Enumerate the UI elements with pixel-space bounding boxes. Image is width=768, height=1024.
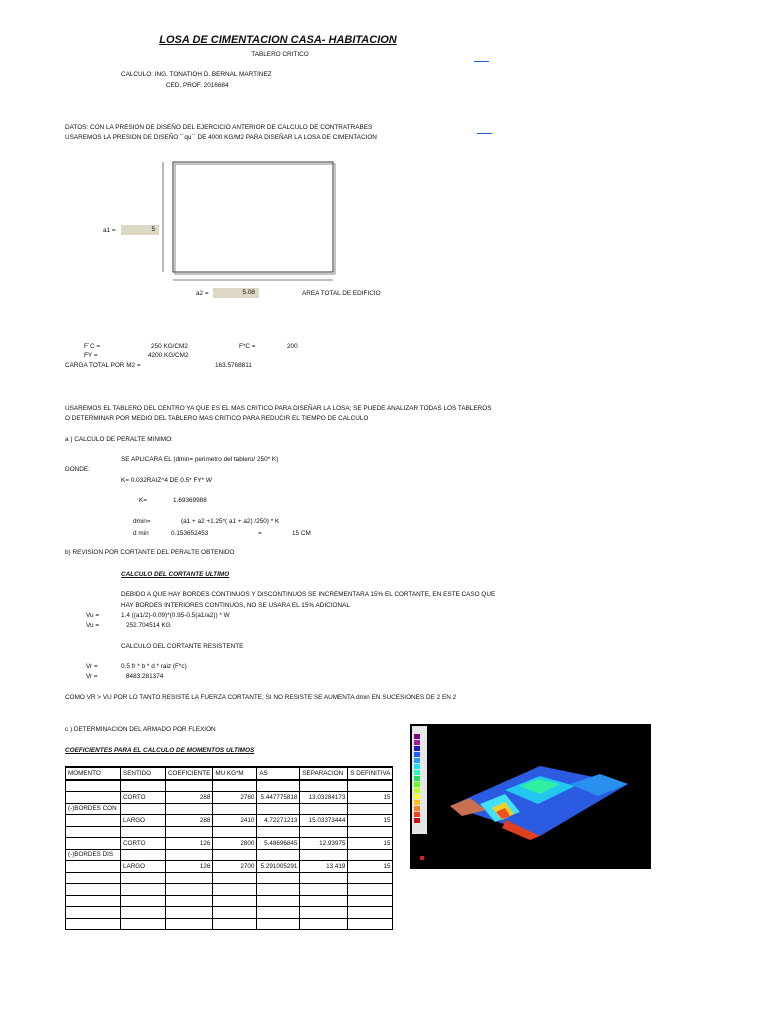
- peralte-heading: a ) CALCULO DE PERALTE MINIMO:: [65, 436, 173, 443]
- dmin2-label: d min: [133, 530, 149, 537]
- table-cell: [66, 895, 121, 907]
- header-cell: AS: [257, 767, 300, 780]
- table-cell: [300, 803, 348, 815]
- fstar-label: F*C =: [239, 343, 256, 350]
- table-cell: [121, 803, 166, 815]
- resist-title: CALCULO DEL CORTANTE RESISTENTE: [121, 643, 244, 650]
- cortante-ultimo-title: CALCULO DEL CORTANTE ULTIMO: [121, 571, 230, 578]
- table-cell: [300, 895, 348, 907]
- table-row: [66, 918, 393, 930]
- table-cell: 15: [348, 792, 393, 804]
- table-cell: [66, 780, 121, 792]
- cortante-conclusion: COMO VR > VU POR LO TANTO RESISTE LA FUERZA CORTANTE; SI NO RESISTE SE AUMENTA dmin EN SUCESIONES DE 2 EN 2: [65, 694, 457, 701]
- table-cell: [348, 895, 393, 907]
- vu2-label: Vu =: [86, 622, 100, 629]
- dmin-cm: 15 CM: [292, 530, 311, 537]
- intro-line-1: USAREMOS EL TABLERO DEL CENTRO YA QUE ES EL MAS CRITICO PARA DISEÑAR LA LOSA; SE PUEDE ANALIZAR TODAS LOS TABLEROS: [65, 405, 492, 412]
- table-cell: [213, 918, 257, 930]
- table-cell: [66, 861, 121, 873]
- a1-input[interactable]: 5: [121, 225, 159, 235]
- vu-formula: 1.4 ((a1/2)-0.09)*(0.95-0.5(a1/a2)) * W: [121, 612, 230, 619]
- table-cell: 5.291005291: [257, 861, 300, 873]
- cortante-heading: b) REVISION POR CORTANTE DEL PERALTE OBTENIDO: [65, 549, 235, 556]
- table-cell: [348, 803, 393, 815]
- carga-label: CARGA TOTAL POR M2 =: [65, 362, 141, 369]
- table-cell: [300, 872, 348, 884]
- table-row: [66, 826, 393, 838]
- fea-contour-plot: [410, 724, 651, 869]
- table-cell: [66, 826, 121, 838]
- table-cell: [348, 884, 393, 896]
- table-cell: [348, 872, 393, 884]
- author-line: CALCULO: ING. TONATIOH D. BERNAL MARTINEZ: [121, 71, 272, 78]
- header-cell: SEPARACION: [300, 767, 348, 780]
- table-cell: [300, 884, 348, 896]
- table-cell: [66, 884, 121, 896]
- fstar-value: 200: [287, 343, 298, 350]
- table-cell: [66, 907, 121, 919]
- peralte-apply: SE APLICARA EL (dmin= perimetro del tablero/ 250* K): [121, 456, 279, 463]
- table-cell: [213, 803, 257, 815]
- vr-value: 8483.281374: [126, 673, 164, 680]
- dmin-label: dmin=: [133, 518, 151, 525]
- k-label: K=: [139, 497, 147, 504]
- table-cell: 2410: [213, 815, 257, 827]
- table-cell: [166, 884, 213, 896]
- table-row: [66, 907, 393, 919]
- table-cell: [121, 872, 166, 884]
- a1-label: a1 =: [103, 227, 116, 234]
- table-cell: [213, 872, 257, 884]
- carga-value: 163.5768811: [215, 362, 252, 369]
- table-body: [66, 780, 393, 930]
- dmin-equals: =: [258, 530, 262, 537]
- table-cell: [257, 826, 300, 838]
- table-cell: [300, 918, 348, 930]
- table-cell: 15.03373444: [300, 815, 348, 827]
- table-cell: [166, 803, 213, 815]
- table-cell: [166, 826, 213, 838]
- table-cell: CORTO: [121, 838, 166, 850]
- table-cell: [166, 872, 213, 884]
- table-cell: [166, 849, 213, 861]
- header-cell: S DEFINITIVA: [348, 767, 393, 780]
- dmin2-value: 0.153652453: [171, 530, 209, 537]
- table-cell: [66, 918, 121, 930]
- table-cell: [121, 780, 166, 792]
- donde-label: DONDE:: [65, 466, 90, 473]
- table-cell: 13.419: [300, 861, 348, 873]
- table-cell: [121, 826, 166, 838]
- fc-value: 250 KG/CM2: [151, 343, 188, 350]
- table-cell: [213, 826, 257, 838]
- table-row: [66, 815, 393, 827]
- hyperlink-marker[interactable]: [474, 61, 489, 62]
- fy-label: FY =: [84, 352, 98, 359]
- table-cell: [257, 803, 300, 815]
- table-cell: [66, 815, 121, 827]
- fc-label: F´C =: [84, 343, 101, 350]
- table-row: [66, 884, 393, 896]
- table-cell: LARGO: [121, 815, 166, 827]
- table-cell: 126: [166, 838, 213, 850]
- cortante-note-1: DEBIDO A QUE HAY BORDES CONTINUOS Y DISCONTINUOS SE INCREMENTARA 15% EL CORTANTE, EN ESTE CASO QUE: [121, 591, 496, 598]
- table-cell: [257, 780, 300, 792]
- table-cell: (-)BORDES CON: [66, 803, 121, 815]
- table-cell: 4.72271213: [257, 815, 300, 827]
- table-cell: CORTO: [121, 792, 166, 804]
- momentos-table: [65, 766, 393, 930]
- page-subtitle: TABLERO CRITICO: [251, 51, 309, 58]
- fea-contour-image: [410, 724, 651, 869]
- k-formula: K= 0.032RAIZ^4 DE 0.5* FY* W: [121, 477, 212, 484]
- table-cell: (-)BORDES DIS: [66, 849, 121, 861]
- table-cell: 5.447775818: [257, 792, 300, 804]
- vu-value: 252.704514 KG: [126, 622, 171, 629]
- table-cell: [257, 907, 300, 919]
- a2-input[interactable]: 5.08: [213, 288, 259, 298]
- table-cell: [121, 895, 166, 907]
- table-cell: [121, 849, 166, 861]
- table-cell: [166, 907, 213, 919]
- table-cell: [121, 884, 166, 896]
- table-cell: [348, 907, 393, 919]
- datos-line-2: USAREMOS LA PRESION DE DISEÑO ´´qu´´ DE 4000 KG/M2 PARA DISEÑAR LA LOSA DE CIMENTACION: [65, 134, 377, 141]
- table-cell: [166, 918, 213, 930]
- table-cell: [348, 826, 393, 838]
- table-header-row: [66, 767, 393, 780]
- a2-label: a2 =: [196, 290, 209, 297]
- table-cell: [257, 884, 300, 896]
- table-cell: 5.48696845: [257, 838, 300, 850]
- table-cell: 12.93975: [300, 838, 348, 850]
- table-row: [66, 792, 393, 804]
- page-title: LOSA DE CIMENTACION CASA- HABITACION: [159, 34, 397, 46]
- table-cell: [300, 849, 348, 861]
- table-cell: 126: [166, 861, 213, 873]
- vr-label: Vr =: [86, 663, 98, 670]
- table-cell: 13.03284173: [300, 792, 348, 804]
- table-cell: [213, 780, 257, 792]
- slab-plan-drawing: [155, 156, 345, 281]
- table-cell: [300, 907, 348, 919]
- cortante-note-2: HAY BORDES INTERIORES CONTINUOS, NO SE USARA EL 15% ADICIONAL: [121, 602, 350, 609]
- table-cell: [257, 872, 300, 884]
- fy-value: 4200 KG/CM2: [148, 352, 189, 359]
- table-row: [66, 861, 393, 873]
- table-cell: [348, 780, 393, 792]
- table-cell: [213, 907, 257, 919]
- table-cell: [257, 895, 300, 907]
- table-cell: [121, 907, 166, 919]
- table-cell: 2780: [213, 792, 257, 804]
- coef-title: COEFICIENTES PARA EL CALCULO DE MOMENTOS ULTIMOS: [65, 747, 255, 754]
- table-cell: [300, 780, 348, 792]
- table-row: [66, 838, 393, 850]
- table-cell: [213, 884, 257, 896]
- table-cell: 15: [348, 838, 393, 850]
- table-cell: [257, 849, 300, 861]
- hyperlink-marker-2[interactable]: [477, 133, 492, 134]
- table-cell: [121, 918, 166, 930]
- table-cell: 15: [348, 861, 393, 873]
- table-cell: [66, 792, 121, 804]
- k-value: 1.69369988: [173, 497, 207, 504]
- table-cell: [66, 838, 121, 850]
- header-cell: MOMENTO: [66, 767, 121, 780]
- header-cell: COEFICIENTE: [166, 767, 213, 780]
- table-cell: [348, 849, 393, 861]
- table-cell: [213, 849, 257, 861]
- table-cell: [213, 895, 257, 907]
- table-cell: LARGO: [121, 861, 166, 873]
- table-cell: [66, 872, 121, 884]
- table-row: [66, 849, 393, 861]
- table-cell: [166, 895, 213, 907]
- table-row: [66, 780, 393, 792]
- table-cell: [166, 780, 213, 792]
- dmin-formula: (a1 + a2 +1.25*( a1 + a2) /250) * K: [181, 518, 280, 525]
- table-row: [66, 872, 393, 884]
- vu-label: Vu =: [86, 612, 100, 619]
- flexion-heading: c ) DETERMINACION DEL ARMADO POR FLEXION: [65, 726, 216, 733]
- table-cell: [257, 918, 300, 930]
- intro-line-2: O DETERMINAR POR MEDIO DEL TABLERO MAS CRITICO PARA REDUCIR EL TIEMPO DE CALCULO: [65, 415, 369, 422]
- datos-line-1: DATOS: CON LA PRESION DE DISEÑO DEL EJERCICIO ANTERIOR DE CALCULO DE CONTRATRABES: [65, 124, 373, 131]
- license-line: CED. PROF. 2016684: [166, 82, 229, 89]
- table-cell: 2700: [213, 861, 257, 873]
- table-cell: 15: [348, 815, 393, 827]
- table-cell: 288: [166, 815, 213, 827]
- table-cell: 2800: [213, 838, 257, 850]
- area-label: AREA TOTAL DE EDIFICIO: [302, 290, 381, 297]
- table-cell: [348, 918, 393, 930]
- vr-formula: 0.5 fr * b * d * raiz (F*c): [121, 663, 187, 670]
- table-cell: 288: [166, 792, 213, 804]
- header-cell: SENTIDO: [121, 767, 166, 780]
- table-row: [66, 803, 393, 815]
- table-row: [66, 895, 393, 907]
- header-cell: MU KG*M: [213, 767, 257, 780]
- vr2-label: Vr =: [86, 673, 98, 680]
- table-cell: [300, 826, 348, 838]
